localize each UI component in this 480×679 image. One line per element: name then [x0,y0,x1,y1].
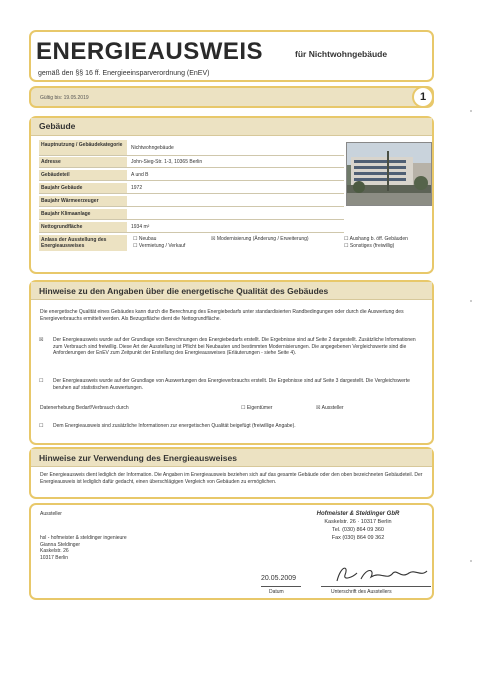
row-label: Baujahr Wärmeerzeuger [39,196,127,206]
option-consumption-text: Der Energieausweis wurde auf der Grundlage von Auswertungen des Energieverbrauchs erstellt. Die Ergebnisse sind auf Seite 3 dargestellt. Die Vergleichswerte beruhen auf statistischen Auswertungen. [53,378,410,391]
extra-info-text: Dem Energieausweis sind zusätzliche Informationen zur energetischen Qualität beigefügt (freiwillige Angabe). [53,423,296,429]
reason-modernization: ☒ Modernisierung (Änderung / Erweiterung) [211,236,309,242]
extra-info-checkbox: ☐ [39,423,44,429]
row-part [39,170,344,181]
data-collection-row [40,405,423,412]
option-demand-checkbox: ☒ [39,337,44,343]
option-demand-text: Der Energieausweis wurde auf der Grundlage von Berechnungen des Energiebedarfs erstellt. Die Ergebnisse sind auf Seite 2 dargestellt. Zusätzliche Informationen zum Verbrauch sind freiwillig. Diese Art der Ausstellung ist Pflicht bei Neubauten und bestimmten Modernisierungen. Die angegebenen Vergleichswerte sind die Anforderungen der EnEV zum Zeitpunkt der Erstellung des Energieausweises (Erläuterungen - siehe Seite 4). [53,337,416,356]
building-section [29,116,434,274]
date-label: Datum [269,589,284,595]
row-year-ac [39,209,344,220]
document-title-suffix: für Nichtwohngebäude [295,49,388,59]
reason-public-display: ☐ Aushang b. öff. Gebäuden [344,236,408,242]
document-subtitle: gemäß den §§ 16 ff. Energieeinsparverordnung (EnEV) [38,70,210,77]
hints-intro: Die energetische Qualität eines Gebäudes kann durch die Berechnung des Energiebedarfs unter standardisierten Randbedingungen oder durch die Auswertung des Energieverbrauchs ermittelt werden. Als Bezugsfläche dient die Nettogrundfläche. [40,309,404,322]
data-collection-label: Datenerhebung Bedarf/Verbrauch durch [40,405,129,411]
energy-quality-hints [29,280,434,445]
row-label: Baujahr Gebäude [39,183,127,193]
issue-date: 20.05.2009 [261,575,297,582]
issuer-address: hsl - hofmeister & steldinger ingenieure Gianna Steldinger Kaskelstr. 26 10317 Berlin [40,535,127,561]
row-label: Hauptnutzung / Gebäudekategorie [39,140,127,155]
row-usage [39,140,344,156]
row-year-building [39,183,344,194]
row-label: Nettogrundfläche [39,222,127,232]
reason-rent-sale: ☐ Vermietung / Verkauf [133,243,186,249]
certificate-header [29,30,434,82]
usage-hints [29,447,434,499]
row-year-heater [39,196,344,207]
reason-label: Anlass der Ausstellung des Energieausweises [39,235,127,251]
row-label: Adresse [39,157,127,167]
building-photo [346,142,432,206]
valid-until: Gültig bis: 19.05.2019 [40,95,89,101]
row-label: Baujahr Klimaanlage [39,209,127,219]
row-value: A und B [131,172,149,178]
collector-owner: ☐ Eigentümer [241,405,273,411]
reason-new-build: ☐ Neubau [133,236,157,242]
signature-label: Unterschrift des Ausstellers [331,589,392,595]
usage-heading: Hinweise zur Verwendung des Energieausweises [31,449,432,467]
collector-issuer: ☒ Aussteller [316,405,344,411]
row-net-area [39,222,344,233]
signature-line [321,586,431,587]
row-label: Gebäudeteil [39,170,127,180]
signature-image [331,563,431,585]
row-value: 1934 m² [131,224,150,230]
usage-text: Der Energieausweis dient lediglich der Information. Die Angaben im Energieausweis beziehen sich auf das gesamte Gebäude oder den oben bezeichneten Gebäudeteil. Der Energieausweis ist lediglich dafür gedacht, einen überschlägigen Vergleich von Gebäuden zu ermöglichen. [40,472,423,485]
row-address [39,157,344,168]
document-title: ENERGIEAUSWEIS [36,38,264,65]
page-number-badge: 1 [412,86,434,108]
validity-strip [29,86,434,108]
issuer-label: Aussteller [40,511,62,517]
date-line [261,586,301,587]
issuer-section [29,503,434,600]
row-value: John-Sieg-Str. 1-3, 10365 Berlin [131,159,203,165]
company-stamp: Hofmeister & Steldinger GbR Kaskelstr. 26 · 10317 Berlin Tel. (030) 864 09 360 Fax (030) 864 09 362 [316,511,400,541]
building-heading: Gebäude [31,118,432,136]
row-value: 1972 [131,185,143,191]
hints-heading: Hinweise zu den Angaben über die energetische Qualität des Gebäudes [31,282,432,300]
row-reason [39,235,432,251]
reason-other: ☐ Sonstiges (freiwillig) [344,243,395,249]
option-consumption-checkbox: ☐ [39,378,44,384]
row-value: Nichtwohngebäude [131,145,174,151]
